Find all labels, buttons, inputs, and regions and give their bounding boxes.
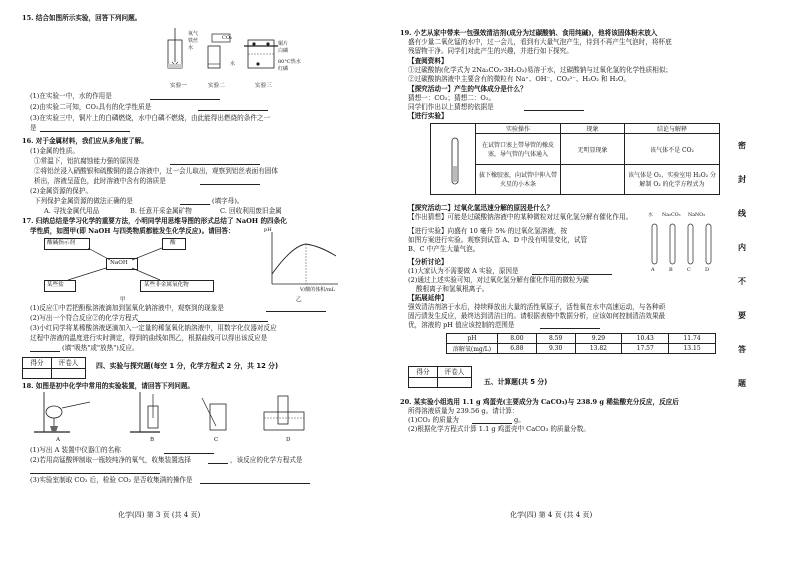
fig-whiteP: 白磷 [278, 48, 289, 54]
tube-w: 水 [648, 213, 653, 218]
ph-table [446, 333, 716, 354]
score-label: 得分 [23, 358, 52, 369]
fig-exp2: 实验二 [208, 83, 225, 89]
q18-l1: (1)写出 A 装置中仪器①的名称 [30, 446, 121, 454]
footer-left: 化学(四) 第 3 页 (共 4 页) [118, 511, 201, 519]
seal-char: 内 [738, 242, 746, 252]
tube-n2: NaNO₃ [688, 213, 706, 218]
q15-l4: 是 [30, 124, 37, 132]
map-indicator: 酸碱指示剂 [47, 240, 75, 246]
map-arrows [40, 236, 220, 296]
act1-title: 【探究活动一】产生的气体成分是什么？ [408, 85, 527, 93]
do-cell: 17.57 [622, 344, 669, 354]
grader-label: 评卷人 [438, 367, 471, 378]
act2-title: 【探究活动二】过氧化氢迅速分解的原因是什么？ [408, 204, 554, 212]
q20-l1: (1)CO₂ 的质量为 [408, 416, 459, 424]
q16-l4: 析出，溶液呈蓝色，此时溶液中含有的溶质是 [34, 177, 166, 185]
q20-l2: (2)根据化学方程式计算 1.1 g 鸡蛋壳中 CaCO₃ 的质量分数。 [408, 425, 590, 433]
ph-cell: 9.29 [575, 334, 622, 344]
hypothesis: 【作出猜想】可能是过碳酸钠溶液中的某种微粒对过氧化氢分解有催化作用。 [408, 213, 633, 221]
seal-char: 不 [738, 276, 746, 286]
row2-con: 该气体是 O₂，实验室用 H₂O₂ 分解制 O₂ 的化学方程式为 [625, 164, 720, 194]
q16-optB: B. 任意开采金属矿物 [130, 207, 192, 215]
tube-a: A [651, 267, 655, 273]
do-cell: 13.15 [669, 344, 716, 354]
q16-l5: (2)金属资源的保护。 [30, 187, 93, 195]
q17-l4: 过程中溶液的温度进行实时测定，得到的曲线如图乙，根据曲线可以得出该反应是 [30, 334, 268, 342]
do-2: 如图方案进行实验。观察到试管 A、D 中没有明显变化，试管 [408, 236, 588, 244]
extend-label: 【拓展延伸】 [408, 294, 448, 302]
row1-op: 在试管口塞上带导管的橡皮塞，导气管的气体通入 [476, 134, 561, 164]
experiment-table [430, 123, 720, 195]
q16-l6b: (填字母)。 [212, 197, 244, 205]
q18-stem: 18. 如图是初中化学中常用的实验装置，请回答下列问题。 [22, 382, 195, 390]
analysis-3: 酸根离子和氢氧根离子。 [416, 285, 489, 293]
tube-c: C [687, 267, 691, 273]
q17-l5: (填"吸热"或"放热")反应。 [62, 344, 139, 352]
score-box-right [408, 366, 472, 388]
seal-char: 题 [738, 378, 746, 388]
chart-yi: 乙 [296, 297, 302, 303]
fig-o2: 氧气 [188, 31, 199, 37]
footer-right: 化学(四) 第 4 页 (共 4 页) [510, 511, 593, 519]
ph-cell: 10.43 [622, 334, 669, 344]
q15-l2: (2)由实验二可知，CO₂具有的化学性质是 [30, 103, 152, 111]
q16-optA: A. 寻找金属代用品 [44, 207, 100, 215]
do-cell: 13.82 [575, 344, 622, 354]
q19-stem2: 盛有少量二氧化锰的水中，过一会儿，看到有大量气泡产生，待到不再产生气泡时，将杯底 [408, 38, 672, 46]
th-op: 实验操作 [476, 124, 561, 134]
row1-con: 该气体不是 CO₂ [625, 134, 720, 164]
q15-stem: 15. 结合如图所示实验，回答下列问题。 [22, 14, 142, 22]
seal-char: 线 [738, 208, 746, 218]
grader-label: 评卷人 [52, 358, 85, 369]
q19-stem3: 残留物干净。同学们对此产生的兴趣，并进行如下探究。 [408, 47, 573, 55]
fig-a: A [56, 437, 61, 443]
ph-cell: 8.59 [536, 334, 575, 344]
section-5-title: 五、计算题(共 5 分) [484, 378, 548, 386]
chart-ph-label: pH [264, 227, 272, 233]
fig-iron: 铁丝 [188, 38, 199, 44]
extend-2: 固污渍发生反应，最终达到清洁目的。请根据表格中数据分析，应该如何控制清洁效果最 [408, 312, 666, 320]
page-4 [400, 0, 720, 561]
q16-l2: ①常温下，铝抗腐蚀能力强的原因是 [34, 157, 140, 165]
q18-l3: (3)实验室制取 CO₂ 后，检验 CO₂ 是否收集满的操作是 [30, 476, 193, 484]
row1-ph: 无明显现象 [561, 134, 625, 164]
extend-1: 强效清洁剂溶于水后，持续释放出大量的活性氧原子，活性氧在水中高速运动，与各种顽 [408, 303, 666, 311]
q16-stem: 16. 对于金属材料，我们应从多角度了解。 [22, 137, 148, 145]
do-cell: 9.30 [536, 344, 575, 354]
fig-water2: 水 [230, 61, 236, 67]
fig-redP: 红磷 [278, 66, 289, 72]
q20-l1b: g。 [514, 416, 525, 424]
fig-water: 水 [188, 45, 194, 51]
q17-stem2: 学性质，如图甲(即 NaOH 与四类物质都能发生化学反应)。请回答： [30, 227, 235, 235]
seal-char: 答 [738, 344, 746, 354]
q15-l3: (3)在实验三中，铜片上的白磷燃烧，水中白磷不燃烧，由此能得出燃烧的条件之一 [30, 114, 271, 122]
map-acid: 酸 [170, 240, 176, 246]
q19-stem: 19. 小艺从家中带来一包强效清洁剂(成分为过碳酸钠、食用纯碱)，他将该固体粉末放入 [400, 29, 658, 37]
fig-exp3: 实验三 [255, 83, 272, 89]
section-4-title: 四、实验与探究题(每空 1 分，化学方程式 2 分，共 12 分) [96, 362, 279, 370]
fig-co2: CO₂ [222, 35, 232, 41]
seal-char: 要 [738, 310, 746, 320]
fig-c: C [214, 437, 219, 443]
tube-n1: Na₂CO₃ [662, 213, 681, 218]
q16-optC: C. 回收利用废旧金属 [220, 207, 282, 215]
info-2: ②过碳酸钠溶液中主要含有的微粒有 Na⁺、OH⁻、CO₃²⁻、H₂O₂ 和 H₂O。 [408, 75, 631, 83]
q17-l1: (1)反应①中若把酚酞溶液滴加到氢氧化钠溶液中，观察到的现象是 [30, 304, 224, 312]
analysis-label: 【分析讨论】 [408, 258, 448, 266]
guess: 猜想一：CO₂；猜想二：O₂。 [408, 94, 496, 102]
map-salt: 某些盐 [47, 282, 64, 288]
fig-exp1: 实验一 [170, 83, 187, 89]
seal-char: 封 [738, 174, 746, 184]
check-label: 【查阅资料】 [408, 57, 448, 65]
row2-ph [561, 164, 625, 194]
map-naoh: NaOH [110, 260, 128, 266]
tube-d: D [705, 267, 710, 273]
extend-3: 优，溶液的 pH 值应该控制的范围是 [408, 321, 515, 329]
q16-l3: ②将铝丝浸入硝酸银和硫酸铜的混合溶液中，过一会儿取出，观察到铝丝表面有固体 [34, 167, 278, 175]
page-3 [0, 0, 392, 561]
q16-l6: 下列保护金属资源的做法正确的是 [34, 197, 133, 205]
q20-stem2: 所得溶液质量为 239.56 g。请计算： [408, 407, 519, 415]
tube-b: B [669, 267, 673, 273]
th-ph: 现象 [561, 124, 625, 134]
ph-label: pH [447, 334, 498, 344]
q18-apparatus [30, 388, 320, 436]
seal-char: 密 [738, 140, 746, 150]
q17-l3: (3)小红同学将某稀酸溶液逐滴加入一定量的稀氢氧化钠溶液中，用数字化仪器对反应 [30, 324, 277, 332]
q15-l1: (1)在实验一中，水的作用是 [30, 92, 112, 100]
do-3: B、C 中产生大量气泡。 [408, 245, 480, 253]
q18-l2b: ，该反应的化学方程式是 [230, 456, 303, 464]
q17-stem: 17. 归纳总结是学习化学的重要方法，小明同学用思维导图的形式总结了 NaOH 的四条化 [22, 217, 287, 225]
test-tube-icon [446, 136, 466, 192]
th-con: 结论与解释 [625, 124, 720, 134]
exp-label: 【进行实验】 [408, 112, 448, 120]
do-cell: 6.88 [498, 344, 537, 354]
map-nonmetal: 某些非金属氧化物 [144, 282, 189, 288]
fig-d: D [286, 437, 291, 443]
fig-b: B [150, 437, 155, 443]
q20-stem: 20. 某实验小组选用 1.1 g 鸡蛋壳(主要成分为 CaCO₃)与 238.9 g 稀盐酸充分反应，反应后 [400, 398, 679, 406]
q16-l1: (1)金属的性质。 [30, 147, 79, 155]
ph-cell: 8.00 [498, 334, 537, 344]
chart-x-label: V/酸的体积/mL [300, 287, 336, 293]
do-1: 【进行实验】向盛有 10 毫升 5% 的过氧化氢溶液，按 [408, 227, 568, 235]
do-label: 溶解氧(mg/L) [447, 344, 498, 354]
analysis-2: (2)通过上述实验可知，对过氧化氢分解有催化作用的微粒为碳 [408, 276, 589, 284]
q18-l2: (2)若用高锰酸钾制取一瓶较纯净的氧气，收集装置选择 [30, 456, 191, 464]
fig-copper: 铜片 [278, 41, 289, 47]
row2-op: 拔下橡胶塞，向试管中伸入带火星的小木条 [476, 164, 561, 194]
analysis-1: (1)大家认为不需要做 A 实验，原因是 [408, 267, 519, 275]
reason: 同学们作出以上猜想的依据是 [408, 103, 494, 111]
temp-curve-chart [262, 228, 342, 294]
score-label: 得分 [409, 367, 438, 378]
q17-l2: (2)写出一个符合反应②的化学方程式 [30, 314, 139, 322]
fig-hot: 80°C热水 [278, 59, 301, 65]
info-1: ①过碳酸钠(化学式为 2Na₂CO₃·3H₂O₂)易溶于水，过碳酸钠与过氧化氢的化学性质相似； [408, 66, 673, 74]
score-box-left [22, 357, 86, 379]
ph-cell: 11.74 [669, 334, 716, 344]
map-jia: 甲 [120, 297, 126, 303]
